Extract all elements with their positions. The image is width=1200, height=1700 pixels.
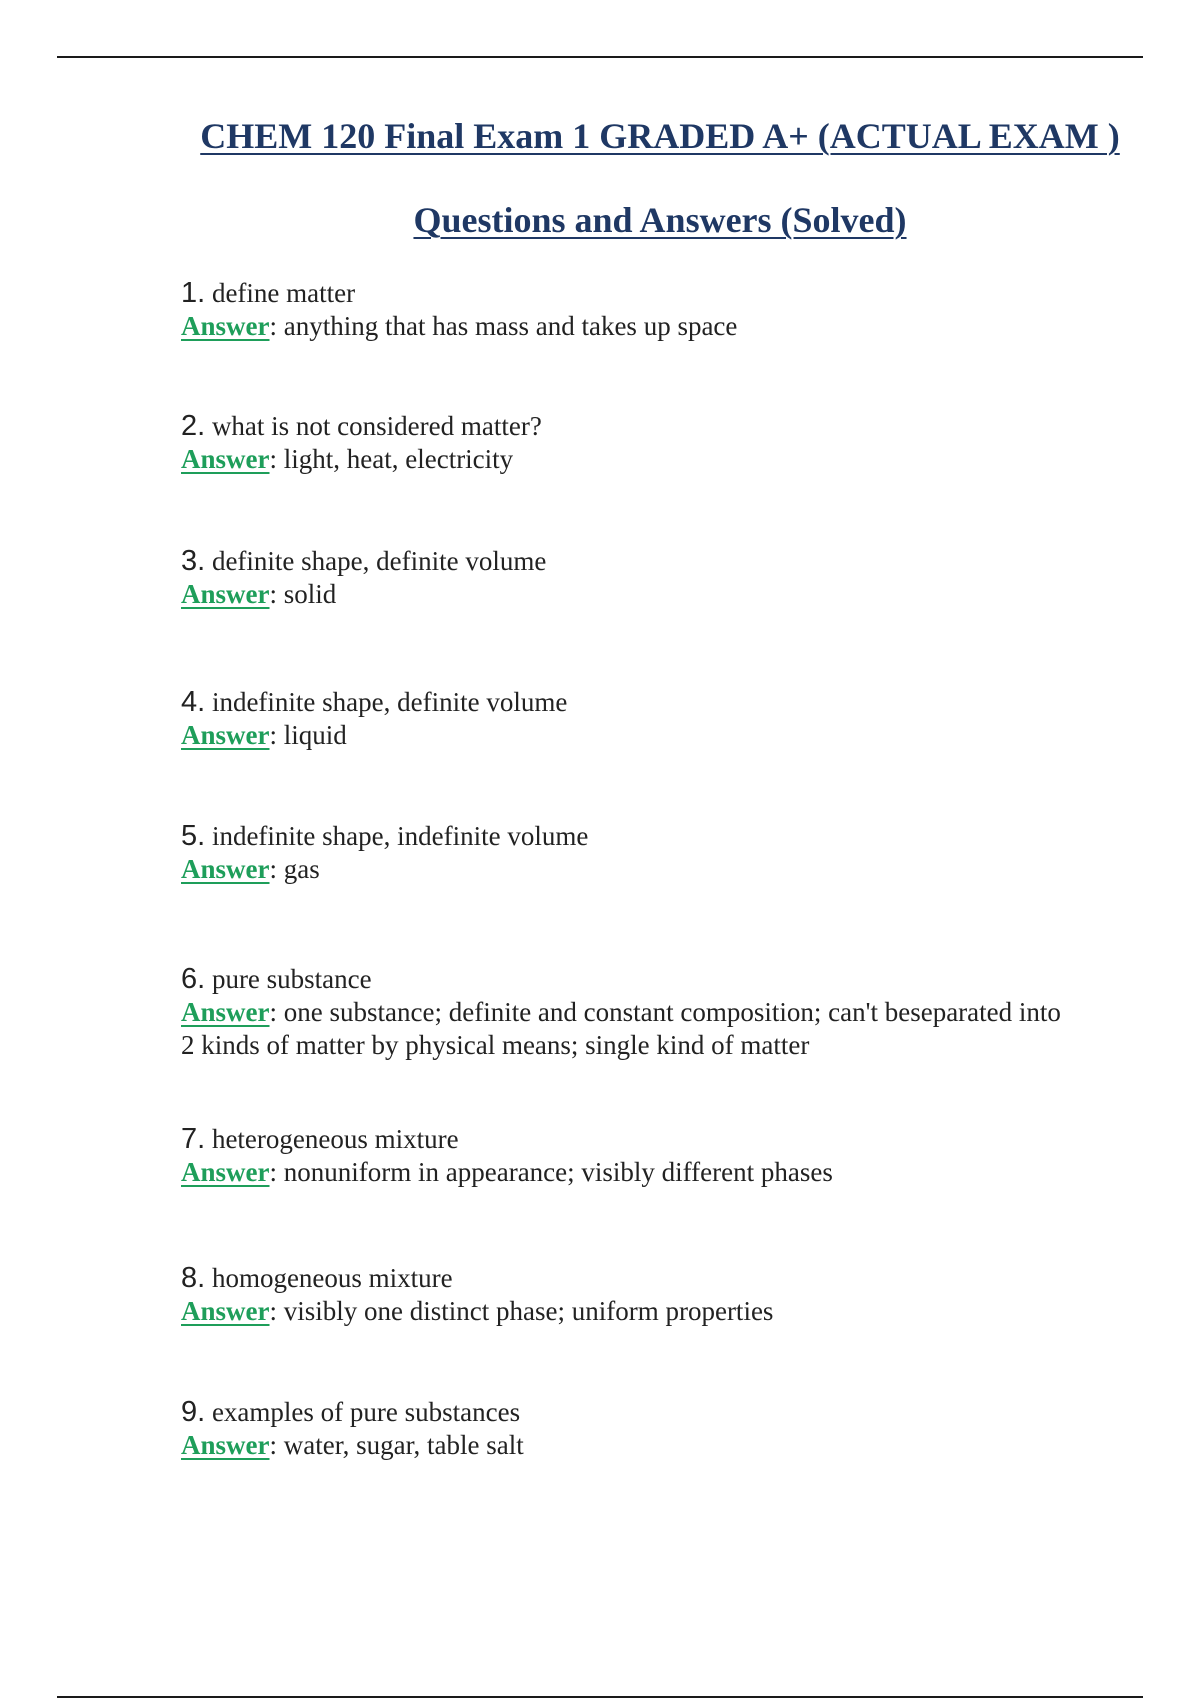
qa-item: 8. homogeneous mixture Answer: visibly one distinct phase; uniform properties bbox=[181, 1262, 774, 1326]
answer-label: Answer bbox=[181, 854, 270, 884]
answer-text: liquid bbox=[283, 720, 347, 750]
question-text: examples of pure substances bbox=[211, 1397, 521, 1427]
question-number: 4. bbox=[181, 686, 206, 718]
answer-text: one substance; definite and constant composition; can't beseparated into 2 kinds of matter by physical means; single kind of matter bbox=[181, 997, 1061, 1060]
answer-label: Answer bbox=[181, 997, 270, 1027]
answer-label: Answer bbox=[181, 720, 270, 750]
answer-text: nonuniform in appearance; visibly different phases bbox=[283, 1157, 833, 1187]
question-number: 6. bbox=[181, 963, 206, 995]
qa-item: 6. pure substance Answer: one substance; definite and constant composition; can't beseparated into 2 kinds of matter by physical means; single kind of matter bbox=[181, 963, 1061, 1060]
question-text: indefinite shape, definite volume bbox=[211, 687, 568, 717]
answer-label: Answer bbox=[181, 1296, 270, 1326]
answer-text: solid bbox=[283, 579, 337, 609]
qa-item: 5. indefinite shape, indefinite volume Answer: gas bbox=[181, 820, 589, 884]
answer-label: Answer bbox=[181, 1430, 270, 1460]
qa-item: 9. examples of pure substances Answer: water, sugar, table salt bbox=[181, 1396, 524, 1460]
question-text: homogeneous mixture bbox=[211, 1263, 453, 1293]
answer-text: water, sugar, table salt bbox=[283, 1430, 524, 1460]
bottom-rule bbox=[57, 1696, 1143, 1698]
question-number: 7. bbox=[181, 1123, 206, 1155]
question-number: 3. bbox=[181, 545, 206, 577]
question-text: definite shape, definite volume bbox=[211, 546, 547, 576]
qa-item: 1. define matter Answer: anything that has mass and takes up space bbox=[181, 277, 738, 341]
question-number: 8. bbox=[181, 1262, 206, 1294]
answer-label: Answer bbox=[181, 444, 270, 474]
qa-item: 4. indefinite shape, definite volume Answer: liquid bbox=[181, 686, 568, 750]
answer-label: Answer bbox=[181, 579, 270, 609]
qa-item: 2. what is not considered matter? Answer: light, heat, electricity bbox=[181, 410, 542, 474]
question-number: 2. bbox=[181, 410, 206, 442]
answer-label: Answer bbox=[181, 311, 270, 341]
answer-text: anything that has mass and takes up space bbox=[283, 311, 738, 341]
question-number: 9. bbox=[181, 1396, 206, 1428]
question-number: 5. bbox=[181, 820, 206, 852]
answer-text: visibly one distinct phase; uniform properties bbox=[283, 1296, 774, 1326]
question-text: indefinite shape, indefinite volume bbox=[211, 821, 589, 851]
qa-item: 7. heterogeneous mixture Answer: nonuniform in appearance; visibly different phases bbox=[181, 1123, 833, 1187]
top-rule bbox=[57, 56, 1143, 58]
answer-text: light, heat, electricity bbox=[283, 444, 514, 474]
question-text: define matter bbox=[211, 278, 356, 308]
question-text: heterogeneous mixture bbox=[211, 1124, 459, 1154]
question-text: pure substance bbox=[211, 964, 372, 994]
question-text: what is not considered matter? bbox=[211, 411, 542, 441]
answer-text: gas bbox=[283, 854, 320, 884]
answer-label: Answer bbox=[181, 1157, 270, 1187]
document-title: CHEM 120 Final Exam 1 GRADED A+ (ACTUAL EXAM ) bbox=[200, 116, 1120, 156]
question-number: 1. bbox=[181, 277, 206, 309]
document-subtitle: Questions and Answers (Solved) bbox=[413, 200, 907, 240]
qa-item: 3. definite shape, definite volume Answer: solid bbox=[181, 545, 547, 609]
